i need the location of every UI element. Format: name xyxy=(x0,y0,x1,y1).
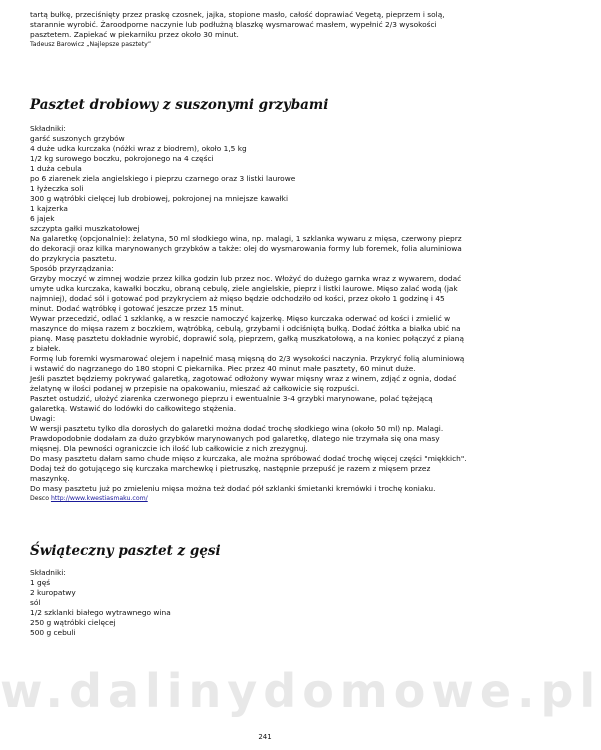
recipe-title: Pasztet drobiowy z suszonymi grzybami xyxy=(30,97,329,113)
body-line: 1 gęś xyxy=(30,578,51,587)
body-line: W wersji pasztetu tylko dla dorosłych do galaretki można dodać trochę słodkiego wina (około 50 ml) np. Malagi. xyxy=(30,424,444,433)
body-line: Na galaretkę (opcjonalnie): żelatyna, 50 ml słodkiego wina, np. malagi, 1 szklanka wywaru z mięsa, czerwony pieprz xyxy=(30,234,462,243)
body-line: Składniki: xyxy=(30,124,66,133)
body-line: Prawdopodobnie dodałam za dużo grzybków marynowanych pod galaretkę, dlatego nie trzymała się ona masy xyxy=(30,434,440,443)
body-line: 2 kuropatwy xyxy=(30,588,76,597)
body-line: 1 kajzerka xyxy=(30,204,68,213)
body-line: najmniej), dodać sól i gotować pod przykryciem aż mięso będzie odchodziło od kości, przez około 1 godzinę i 45 xyxy=(30,294,445,303)
body-line: Jeśli pasztet będziemy pokrywać galaretką, zagotować odłożony wywar mięsny wraz z winem, zdjąć z ognia, dodać xyxy=(30,374,457,383)
recipe-credit: Tadeusz Barowicz „Najlepsze pasztety” xyxy=(30,41,152,48)
body-line: Pasztet ostudzić, ułożyć ziarenka czerwonego pieprzu i ewentualnie 3-4 grzybki marynowane, polać tężejącą xyxy=(30,394,433,403)
body-line: do przykrycia pasztetu. xyxy=(30,254,117,263)
body-line: Do masy pasztetu już po zmieleniu mięsa można też dodać pół szklanki śmietanki kremówki i trochę koniaku. xyxy=(30,484,436,493)
body-line: tartą bułkę, przeciśnięty przez praskę czosnek, jajka, stopione masło, całość doprawiać Vegetą, pieprzem i solą, xyxy=(30,10,445,19)
body-line: pianę. Masę pasztetu dokładnie wyrobić, doprawić solą, pieprzem, gałką muszkatołową, a na koniec połączyć z pianą xyxy=(30,334,464,343)
body-line: 1/2 kg surowego boczku, pokrojonego na 4 części xyxy=(30,154,214,163)
body-line: 1 duża cebula xyxy=(30,164,82,173)
body-line: szczypta gałki muszkatołowej xyxy=(30,224,140,233)
body-line: 6 jajek xyxy=(30,214,55,223)
body-line: pasztetem. Zapiekać w piekarniku przez około 30 minut. xyxy=(30,30,239,39)
body-line: po 6 ziarenek ziela angielskiego i pieprzu czarnego oraz 3 listki laurowe xyxy=(30,174,296,183)
body-line: mięsnej. Dla pewności ograniczcie ich ilość lub całkowicie z nich zrezygnuj. xyxy=(30,444,308,453)
body-line: minut. Dodać wątróbkę i gotować jeszcze przez 15 minut. xyxy=(30,304,244,313)
body-line: garść suszonych grzybów xyxy=(30,134,125,143)
body-line: maszynkę. xyxy=(30,474,70,483)
body-line: do dekoracji oraz kilka marynowanych grzybków a także: olej do wysmarowania formy lub foremek, folia aluminiowa xyxy=(30,244,462,253)
recipe-credit xyxy=(30,495,148,503)
body-line: Grzyby moczyć w zimnej wodzie przez kilka godzin lub przez noc. Włożyć do dużego garnka wraz z wywarem, dodać xyxy=(30,274,462,283)
body-line: maszynce do mięsa razem z boczkiem, wątróbką, cebulą, grzybami i odciśniętą bułką. Dodać żółtka a białka ubić na xyxy=(30,324,461,333)
body-line: 500 g cebuli xyxy=(30,628,76,637)
body-line: Do masy pasztetu dałam samo chude mięso z kurczaka, ale można spróbować dodać trochę więcej części "miękkich". xyxy=(30,454,467,463)
recipe-title: Świąteczny pasztet z gęsi xyxy=(30,543,221,559)
body-line: Wywar przecedzić, odlać 1 szklankę, a w reszcie namoczyć kajzerkę. Mięso kurczaka oderwać od kości i zmielić w xyxy=(30,314,451,323)
credit-author: Desco xyxy=(30,495,49,502)
body-line: Formę lub foremki wysmarować olejem i napełnić masą mięsną do 2/3 wysokości naczynia. Przykryć folią aluminiową xyxy=(30,354,465,363)
body-line: 1 łyżeczka soli xyxy=(30,184,84,193)
body-line: żelatynę w ilości podanej w przepisie na opakowaniu, mieszać aż całkowicie się rozpuści. xyxy=(30,384,360,393)
source-link[interactable]: http://www.kwestiasmaku.com/ xyxy=(50,495,148,502)
body-line: starannie wyrobić. Żaroodporne naczynie lub podłużną blaszkę wysmarować masłem, wypełnić 2/3 wysokości xyxy=(30,20,437,29)
body-line: sól xyxy=(30,598,41,607)
body-line: z białek. xyxy=(30,344,61,353)
body-line: Dodaj też do gotującego się kurczaka marchewkę i pietruszkę, następnie przepuść je razem z mięsem przez xyxy=(30,464,431,473)
body-line: 1/2 szklanki białego wytrawnego wina xyxy=(30,608,171,617)
page-number: 241 xyxy=(258,733,272,741)
body-line: Sposób przyrządzania: xyxy=(30,264,114,273)
body-line: 250 g wątróbki cielęcej xyxy=(30,618,116,627)
watermark-text: w.dalinydomowe.pl xyxy=(0,664,601,718)
body-line: 4 duże udka kurczaka (nóżki wraz z biodrem), około 1,5 kg xyxy=(30,144,247,153)
body-line: i wstawić do nagrzanego do 180 stopni C piekarnika. Piec przez 40 minut małe pasztety, 60 minut duże. xyxy=(30,364,416,373)
body-line: Składniki: xyxy=(30,568,66,577)
body-line: umyte udka kurczaka, kawałki boczku, obraną cebulę, ziele angielskie, pieprz i listki laurowe. Mięso zalać wodą (jak xyxy=(30,284,458,293)
body-line: galaretką. Wstawić do lodówki do całkowitego stężenia. xyxy=(30,404,237,413)
body-line: Uwagi: xyxy=(30,414,56,423)
body-line: 300 g wątróbki cielęcej lub drobiowej, pokrojonej na mniejsze kawałki xyxy=(30,194,289,203)
